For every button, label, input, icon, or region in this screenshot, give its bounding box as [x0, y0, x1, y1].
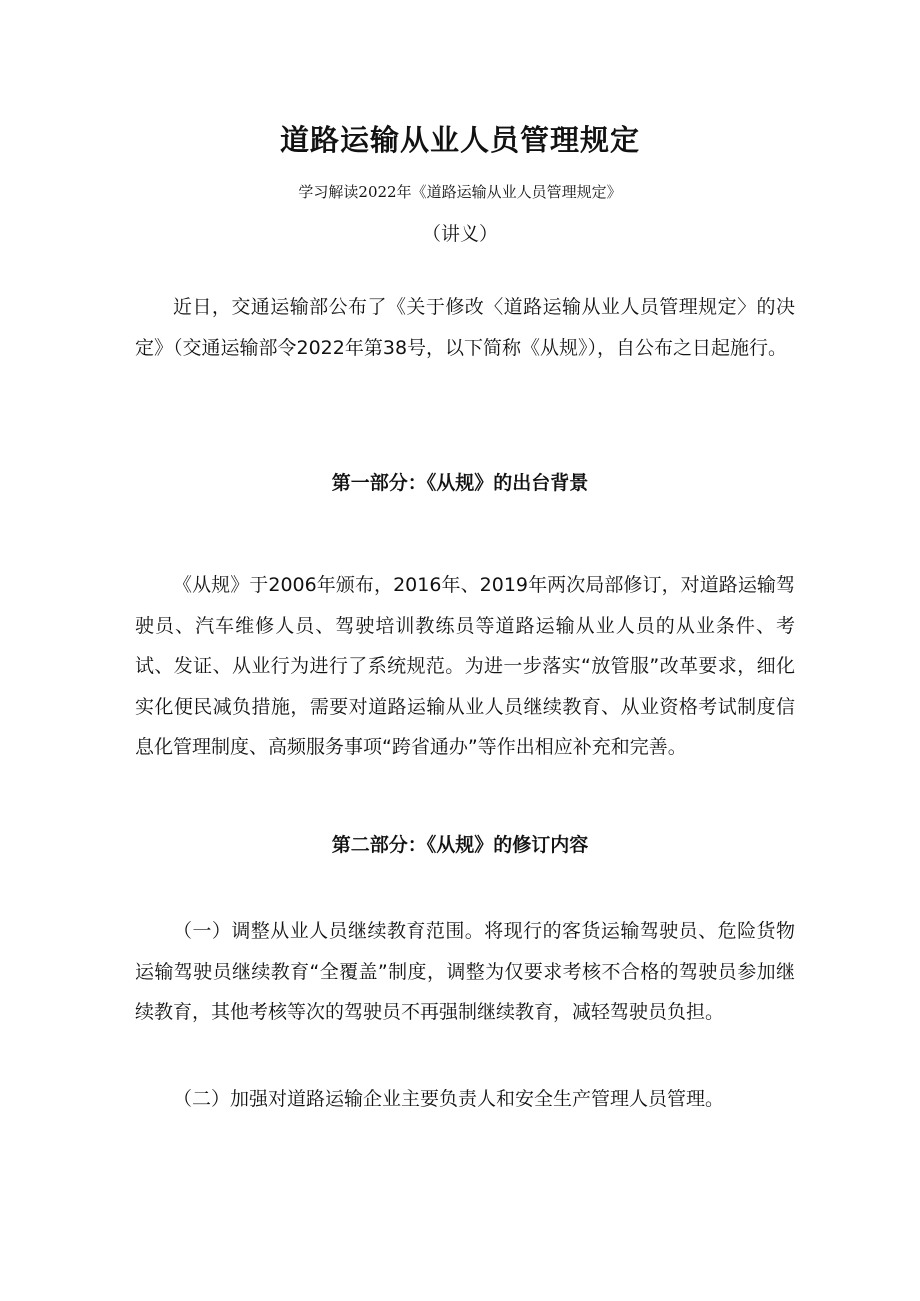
- handout-label: （讲义）: [421, 223, 498, 245]
- document-subtitle: 学习解读2022年《道路运输从业人员管理规定》: [298, 183, 622, 201]
- intro-paragraph: 近日，交通运输部公布了《关于修改〈道路运输从业人员管理规定〉的决定》（交通运输部令2022年第38号，以下简称《从规》），自公布之日起施行。: [135, 296, 795, 359]
- body-paragraph: （一）调整从业人员继续教育范围。将现行的客货运输驾驶员、危险货物运输驾驶员继续教育“全覆盖”制度，调整为仅要求考核不合格的驾驶员参加继续教育，其他考核等次的驾驶员不再强制继续教育，减轻驾驶员负担。: [135, 920, 795, 1023]
- document-title: 道路运输从业人员管理规定: [279, 123, 640, 157]
- body-paragraph: 《从规》于2006年颁布，2016年、2019年两次局部修订，对道路运输驾驶员、汽车维修人员、驾驶培训教练员等道路运输从业人员的从业条件、考试、发证、从业行为进行了系统规范。为进一步落实“放管服”改革要求，细化实化便民减负措施，需要对道路运输从业人员继续教育、从业资格考试制度信息化管理制度、高频服务事项“跨省通办”等作出相应补充和完善。: [135, 574, 795, 758]
- section-heading: 第二部分：《从规》的修订内容: [331, 834, 589, 856]
- body-paragraph: （二）加强对道路运输企业主要负责人和安全生产管理人员管理。: [173, 1088, 725, 1110]
- section-heading: 第一部分：《从规》的出台背景: [331, 472, 589, 494]
